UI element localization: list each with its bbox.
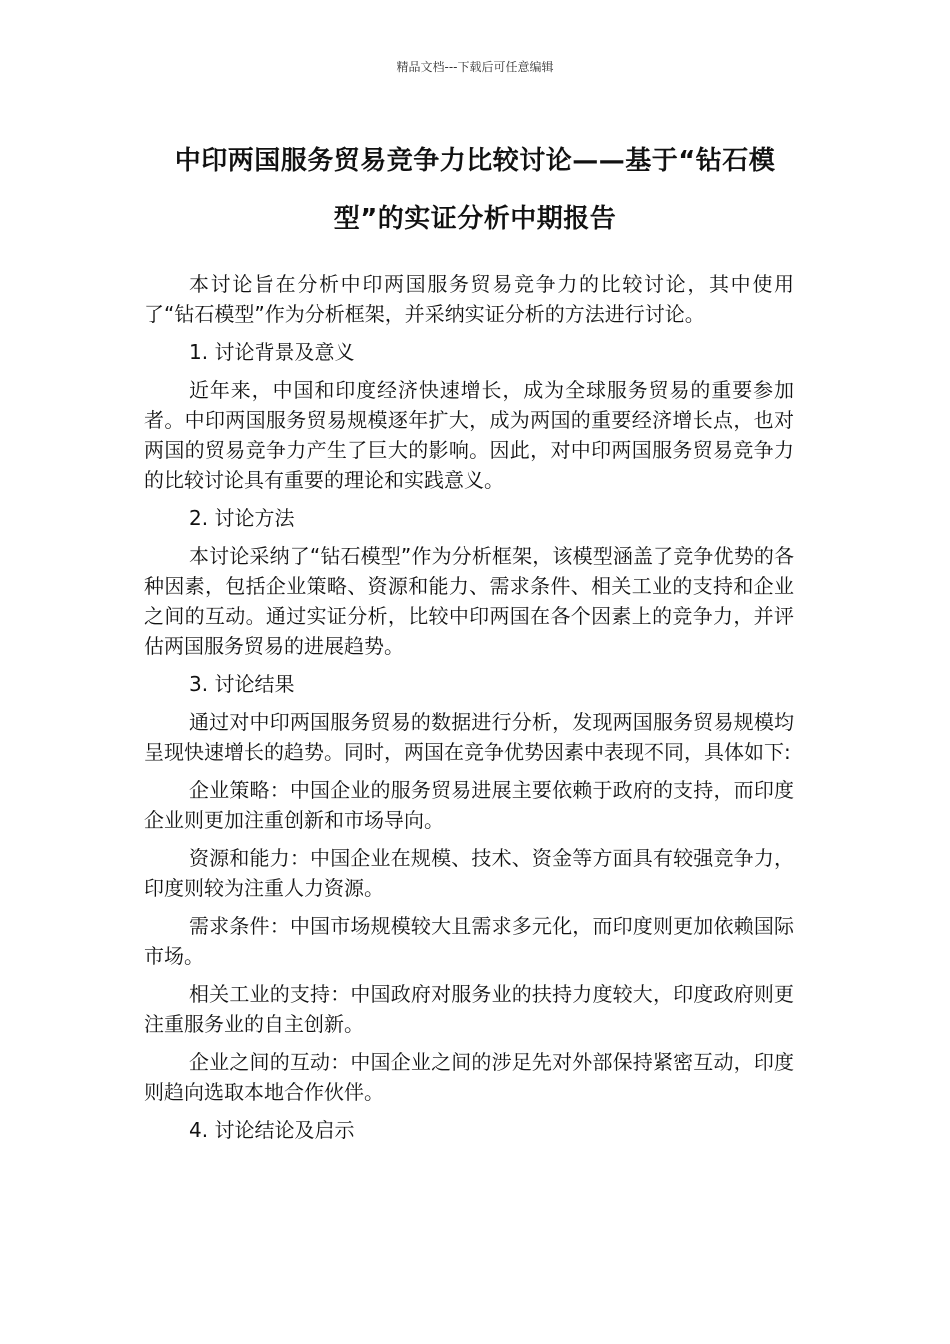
section-heading-results: 3. 讨论结果 (189, 672, 295, 696)
result-item-interaction: 企业之间的互动：中国企业之间的涉足先对外部保持紧密互动，印度则趋向选取本地合作伙伴。 (144, 1050, 794, 1104)
results-paragraph: 通过对中印两国服务贸易的数据进行分析，发现两国服务贸易规模均呈现快速增长的趋势。同时，两国在竞争优势因素中表现不同，具体如下: (144, 710, 794, 764)
document-title: 中印两国服务贸易竞争力比较讨论——基于“钻石模型”的实证分析中期报告 (174, 146, 776, 234)
section-heading-conclusion: 4. 讨论结论及启示 (189, 1118, 355, 1142)
result-item-related-industry: 相关工业的支持：中国政府对服务业的扶持力度较大，印度政府则更注重服务业的自主创新。 (144, 982, 794, 1036)
method-paragraph: 本讨论采纳了“钻石模型”作为分析框架，该模型涵盖了竞争优势的各种因素，包括企业策略、资源和能力、需求条件、相关工业的支持和企业之间的互动。通过实证分析，比较中印两国在各个因素上的竞争力，并评估两国服务贸易的进展趋势。 (144, 544, 794, 658)
header-note: 精品文档---下载后可任意编辑 (396, 60, 554, 74)
section-heading-method: 2. 讨论方法 (189, 506, 295, 530)
section-heading-background: 1. 讨论背景及意义 (189, 340, 355, 364)
result-item-strategy: 企业策略：中国企业的服务贸易进展主要依赖于政府的支持，而印度企业则更加注重创新和市场导向。 (144, 778, 794, 832)
intro-paragraph: 本讨论旨在分析中印两国服务贸易竞争力的比较讨论，其中使用了“钻石模型”作为分析框架，并采纳实证分析的方法进行讨论。 (144, 272, 794, 326)
result-item-resources: 资源和能力：中国企业在规模、技术、资金等方面具有较强竞争力，印度则较为注重人力资源。 (144, 846, 794, 900)
document-body (144, 269, 794, 1153)
background-paragraph: 近年来，中国和印度经济快速增长，成为全球服务贸易的重要参加者。中印两国服务贸易规模逐年扩大，成为两国的重要经济增长点，也对两国的贸易竞争力产生了巨大的影响。因此，对中印两国服务贸易竞争力的比较讨论具有重要的理论和实践意义。 (144, 378, 794, 492)
result-item-demand: 需求条件：中国市场规模较大且需求多元化，而印度则更加依赖国际市场。 (144, 914, 794, 968)
